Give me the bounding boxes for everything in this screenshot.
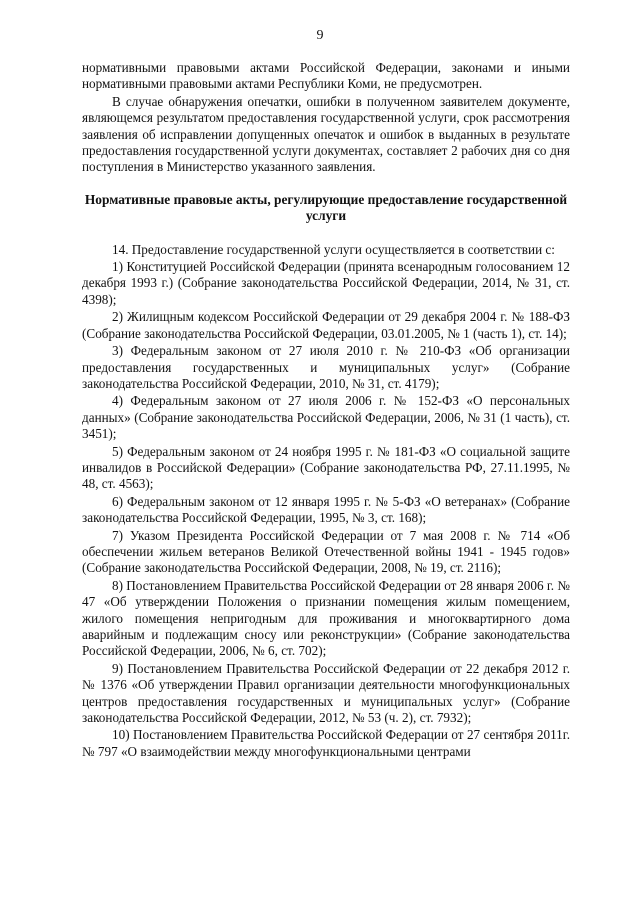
list-item-resolution-797: 10) Постановлением Правительства Российской Федерации от 27 сентября 2011г. № 797 «О взаимодействии между многофункциональными центрами [82, 727, 570, 759]
list-item-law-152: 4) Федеральным законом от 27 июля 2006 г. № 152-ФЗ «О персональных данных» (Собрание законодательства Российской Федерации, 2006, № 31 (1 часть), ст. 3451); [82, 393, 570, 442]
document-body [82, 60, 570, 761]
list-item-housing-code: 2) Жилищным кодексом Российской Федерации от 29 декабря 2004 г. № 188-ФЗ (Собрание законодательства Российской Федерации, 03.01.2005, № 1 (часть 1), ст. 14); [82, 309, 570, 341]
paragraph-continuation: нормативными правовыми актами Российской Федерации, законами и иными нормативными правовыми актами Республики Коми, не предусмотрен. [82, 60, 570, 92]
page-number: 9 [316, 28, 324, 43]
list-item-constitution: 1) Конституцией Российской Федерации (принята всенародным голосованием 12 декабря 1993 г.) (Собрание законодательства Российской Федерации, 2014, № 31, ст. 4398); [82, 259, 570, 307]
paragraph-14-intro: 14. Предоставление государственной услуги осуществляется в соответствии с: [112, 241, 555, 257]
list-item-resolution-47: 8) Постановлением Правительства Российской Федерации от 28 января 2006 г. № 47 «Об утверждении Положения о признании помещения жилым помещением, жилого помещения непригодным для проживания и многоквартирного дома аварийным и подлежащим сносу или реконструкции» (Собрание законодательства Российской Федерации, 2006, № 6, ст. 702); [82, 577, 570, 659]
list-item-resolution-1376: 9) Постановлением Правительства Российской Федерации от 22 декабря 2012 г. № 1376 «Об утверждении Правил организации деятельности многофункциональных центров предоставления государственных и муниципальных услуг» (Собрание законодательства Российской Федерации, 2012, № 53 (ч. 2), ст. 7932); [82, 660, 570, 726]
list-item-decree-714: 7) Указом Президента Российской Федерации от 7 мая 2008 г. № 714 «Об обеспечении жильем ветеранов Великой Отечественной войны 1941 - 1945 годов» (Собрание законодательства Российской Федерации, 2008, № 19, ст. 2116); [82, 527, 570, 576]
list-item-law-210: 3) Федеральным законом от 27 июля 2010 г. № 210-ФЗ «Об организации предоставления государственных и муниципальных услуг» (Собрание законодательства Российской Федерации, 2010, № 31, ст. 4179); [82, 343, 570, 391]
paragraph-typo-correction: В случае обнаружения опечатки, ошибки в полученном заявителем документе, являющемся результатом предоставления государственной услуги, срок рассмотрения заявления об исправлении допущенных опечаток и ошибок в выданных в результате предоставления государственной услуги документах, составляет 2 рабочих дня со дня поступления в Министерство указанного заявления. [82, 93, 570, 175]
list-item-law-181: 5) Федеральным законом от 24 ноября 1995 г. № 181-ФЗ «О социальной защите инвалидов в Российской Федерации» (Собрание законодательства РФ, 27.11.1995, № 48, ст. 4563); [82, 443, 570, 492]
section-title: Нормативные правовые акты, регулирующие предоставление государственной услуги [84, 191, 568, 224]
list-item-law-5: 6) Федеральным законом от 12 января 1995 г. № 5-ФЗ «О ветеранах» (Собрание законодательства Российской Федерации, 1995, № 3, ст. 168); [82, 493, 570, 526]
